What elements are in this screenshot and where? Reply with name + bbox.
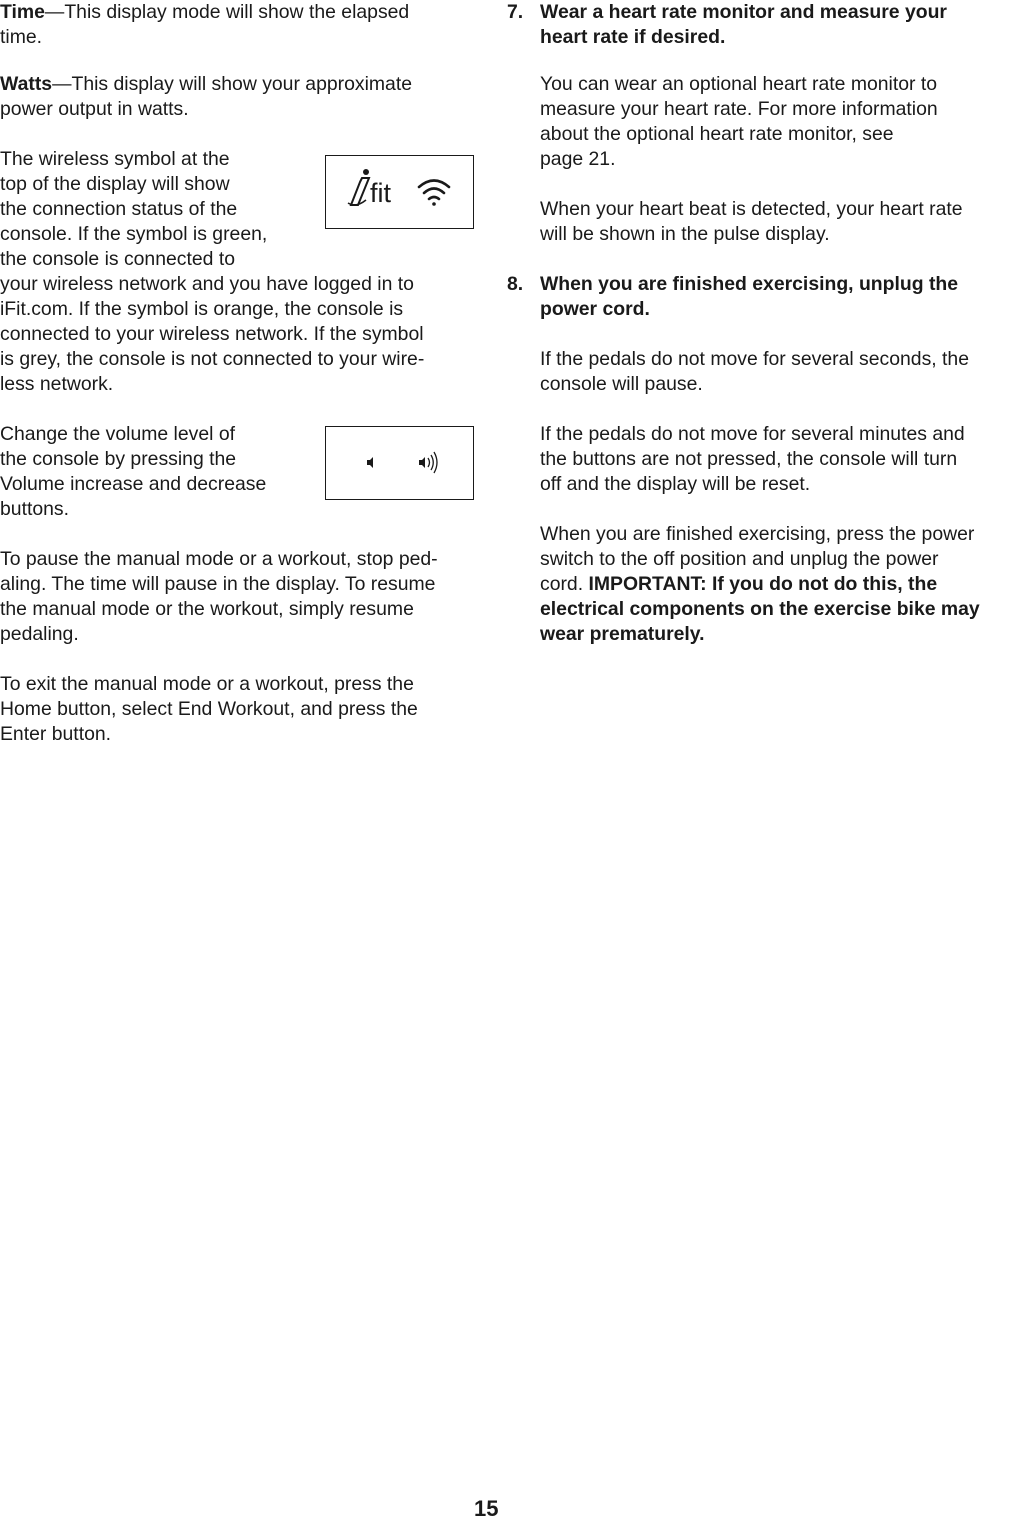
wireless-line: iFit.com. If the symbol is orange, the console is bbox=[0, 298, 404, 320]
step-7-text: page 21. bbox=[540, 148, 616, 170]
watts-text-2: power output in watts. bbox=[0, 98, 189, 120]
important-note: wear prematurely. bbox=[540, 623, 705, 645]
step-7-text: measure your heart rate. For more information bbox=[540, 98, 938, 120]
step-8-text: the buttons are not pressed, the console will turn bbox=[540, 448, 958, 470]
time-text-2: time. bbox=[0, 26, 43, 48]
step-7-title: heart rate if desired. bbox=[540, 26, 726, 48]
watts-text: —This display will show your approximate bbox=[52, 73, 413, 95]
wireless-line: is grey, the console is not connected to your wire- bbox=[0, 348, 425, 370]
exit-line: Home button, select End Workout, and press the bbox=[0, 698, 418, 720]
step-8-text bbox=[540, 572, 937, 597]
step-8-number: 8. bbox=[507, 273, 524, 295]
exit-line: Enter button. bbox=[0, 723, 112, 745]
wireless-line: top of the display will show bbox=[0, 173, 230, 195]
page-number: 15 bbox=[474, 1496, 499, 1521]
pause-line: aling. The time will pause in the display. To resume bbox=[0, 573, 436, 595]
volume-decrease-icon bbox=[367, 457, 373, 468]
ifit-wireless-figure bbox=[325, 155, 474, 229]
wifi-icon bbox=[419, 181, 449, 206]
wireless-line: less network. bbox=[0, 373, 114, 395]
step-7-title: Wear a heart rate monitor and measure your bbox=[540, 1, 947, 23]
wireless-line: connected to your wireless network. If the symbol bbox=[0, 323, 424, 345]
wireless-line: the connection status of the bbox=[0, 198, 238, 220]
time-label: Time bbox=[0, 1, 45, 23]
pause-line: pedaling. bbox=[0, 623, 79, 645]
step-8-title: power cord. bbox=[540, 298, 650, 320]
important-note: electrical components on the exercise bike may bbox=[540, 598, 980, 620]
volume-increase-icon bbox=[419, 452, 437, 473]
ifit-logo-wifi-icon bbox=[326, 156, 472, 227]
step-8-text-plain: cord. bbox=[540, 573, 589, 595]
step-8-text: If the pedals do not move for several minutes and bbox=[540, 423, 965, 445]
time-paragraph bbox=[0, 0, 409, 25]
ifit-logo bbox=[348, 169, 392, 208]
pause-line: the manual mode or the workout, simply resume bbox=[0, 598, 414, 620]
watts-label: Watts bbox=[0, 73, 53, 95]
step-8-text: If the pedals do not move for several seconds, the bbox=[540, 348, 969, 370]
step-8-title: When you are finished exercising, unplug the bbox=[540, 273, 959, 295]
volume-icons bbox=[326, 427, 472, 498]
pause-line: To pause the manual mode or a workout, stop ped- bbox=[0, 548, 438, 570]
step-7-text: about the optional heart rate monitor, see bbox=[540, 123, 894, 145]
step-7-text: will be shown in the pulse display. bbox=[540, 223, 830, 245]
step-8-text: switch to the off position and unplug the power bbox=[540, 548, 939, 570]
volume-line: Volume increase and decrease bbox=[0, 473, 267, 495]
step-7-text: When your heart beat is detected, your heart rate bbox=[540, 198, 963, 220]
step-8-text: console will pause. bbox=[540, 373, 703, 395]
step-7-text: You can wear an optional heart rate monitor to bbox=[540, 73, 938, 95]
volume-line: buttons. bbox=[0, 498, 69, 520]
watts-paragraph bbox=[0, 72, 412, 97]
volume-line: the console by pressing the bbox=[0, 448, 237, 470]
volume-line: Change the volume level of bbox=[0, 423, 235, 445]
important-note: IMPORTANT: If you do not do this, the bbox=[588, 573, 938, 595]
step-8-text: When you are finished exercising, press the power bbox=[540, 523, 975, 545]
exit-line: To exit the manual mode or a workout, press the bbox=[0, 673, 414, 695]
wireless-line: your wireless network and you have logged in to bbox=[0, 273, 414, 295]
wireless-line: the console is connected to bbox=[0, 248, 235, 270]
ifit-logo-text: fit bbox=[370, 178, 392, 208]
volume-figure bbox=[325, 426, 474, 500]
step-7-number: 7. bbox=[507, 1, 524, 23]
time-text: —This display mode will show the elapsed bbox=[44, 1, 410, 23]
step-8-text: off and the display will be reset. bbox=[540, 473, 811, 495]
wireless-line: console. If the symbol is green, bbox=[0, 223, 268, 245]
wireless-line: The wireless symbol at the bbox=[0, 148, 230, 170]
